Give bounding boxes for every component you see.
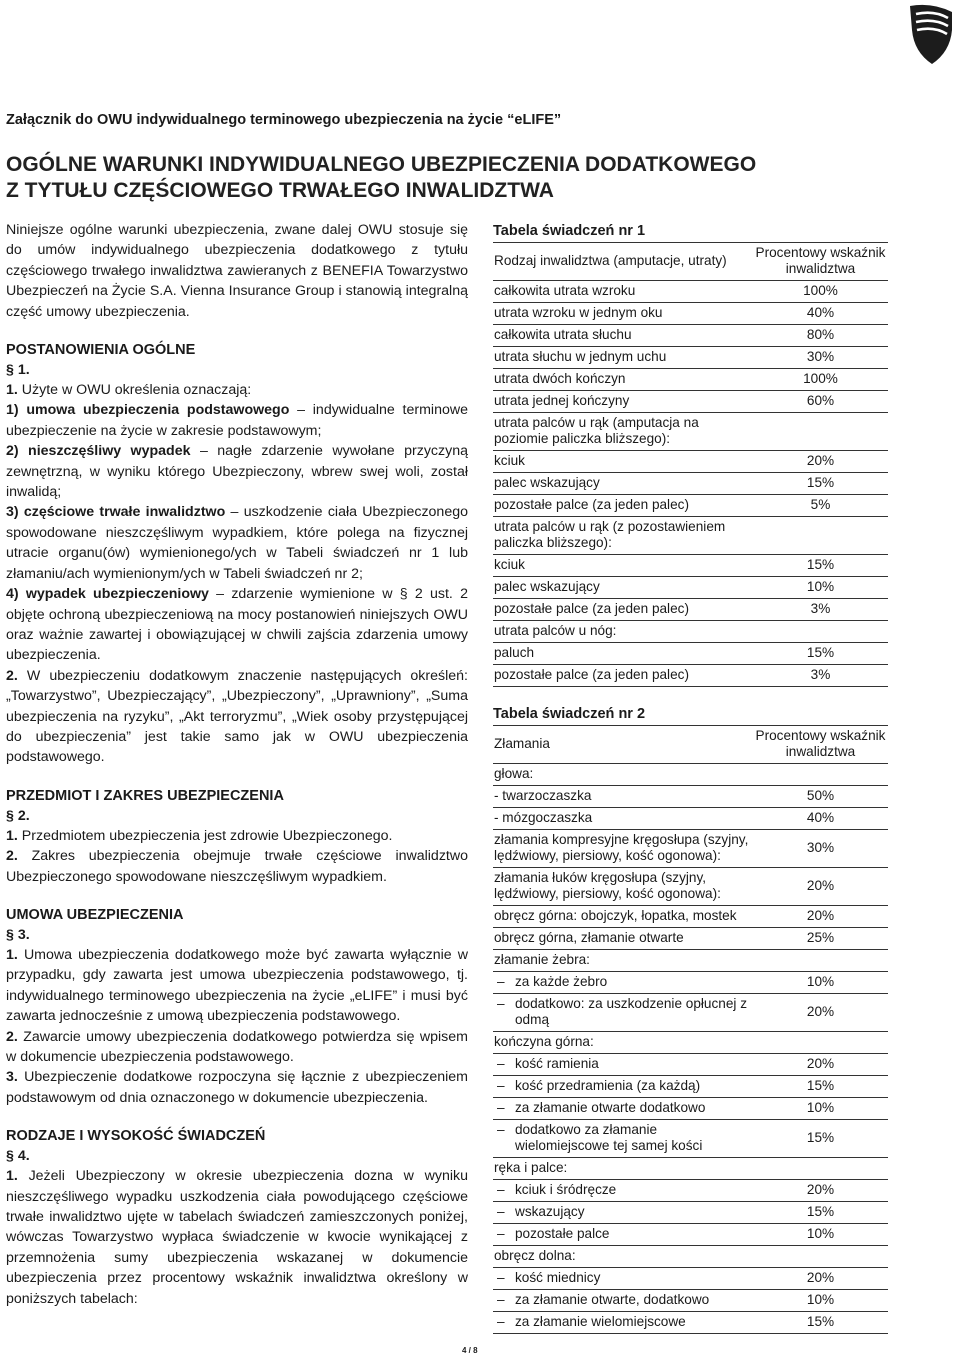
table-row — [493, 665, 888, 687]
table-row — [493, 325, 888, 347]
row-label: kciuk — [493, 555, 752, 577]
table-row — [493, 369, 888, 391]
clause: 2. Zakres ubezpieczenia obejmuje trwałe częściowe inwalidztwo Ubezpieczonego spowodowane nieszczęśliwym wypadkiem. — [6, 848, 468, 885]
table-row — [493, 643, 888, 665]
table-row — [493, 868, 888, 906]
table-row — [493, 517, 888, 555]
row-value: 20% — [752, 451, 888, 473]
table-row — [493, 347, 888, 369]
row-value: 10% — [752, 1290, 888, 1312]
row-value: 10% — [752, 577, 888, 599]
row-label: – kość ramienia — [493, 1054, 752, 1076]
row-value: 20% — [752, 994, 888, 1032]
table1-caption: Tabela świadczeń nr 1 — [493, 223, 646, 239]
row-value: 25% — [752, 928, 888, 950]
definition: 2) nieszczęśliwy wypadek – nagłe zdarzenie wywołane przyczyną zewnętrzną, w wyniku którego Ubezpieczony, wbrew swej woli, został inwalidą; — [6, 443, 468, 501]
row-label: – wskazujący — [493, 1202, 752, 1224]
table-row — [493, 303, 888, 325]
row-label: utrata słuchu w jednym uchu — [493, 347, 752, 369]
row-label: – dodatkowo za złamanie wielomiejscowe tej samej kości — [493, 1120, 752, 1158]
paragraph-number: § 3. — [6, 926, 30, 943]
table-row — [493, 599, 888, 621]
row-label: pozostałe palce (za jeden palec) — [493, 495, 752, 517]
row-label: złamania łuków kręgosłupa (szyjny, lędźwiowy, piersiowy, kość ogonowa): — [493, 868, 752, 906]
row-label: palec wskazujący — [493, 577, 752, 599]
table-row — [493, 1032, 888, 1054]
row-label: utrata palców u nóg: — [493, 621, 752, 643]
table-row — [493, 928, 888, 950]
table-row — [493, 1180, 888, 1202]
row-value: 20% — [752, 868, 888, 906]
paragraph-number: § 1. — [6, 362, 30, 379]
table-header-row — [493, 726, 888, 764]
row-value: 80% — [752, 325, 888, 347]
table-row — [493, 621, 888, 643]
clause: 1. Jeżeli Ubezpieczony w okresie ubezpieczenia dozna w wyniku nieszczęśliwego wypadku uszkodzenia ciała powodującego częściowe trwałe inwalidztwo ujęte w tabelach świadczeń zamieszczonych poniżej, wówczas Towarzystwo wypłaca świadczenie w kwocie wynikającej z przemnożenia sumy ubezpieczenia wskazanej w dokumencie ubezpieczenia przez procentowy wskaźnik inwalidztwa określony w poniższych tabelach: — [6, 1168, 468, 1307]
table-row — [493, 808, 888, 830]
title-line-2: Z TYTUŁU CZĘŚCIOWEGO TRWAŁEGO INWALIDZTWA — [6, 179, 554, 202]
row-label: paluch — [493, 643, 752, 665]
table-row — [493, 473, 888, 495]
row-label: obręcz dolna: — [493, 1246, 752, 1268]
table-row — [493, 1098, 888, 1120]
definition: 4) wypadek ubezpieczeniowy – zdarzenie wymienione w § 2 ust. 2 objęte ochroną ubezpieczeniową na mocy postanowień niniejszych OWU oraz ważnie zawartej i obowiązującej w chwili zajścia zdarzenia umowy ubezpieczenia. — [6, 586, 469, 664]
table-row — [493, 1290, 888, 1312]
table-row — [493, 994, 888, 1032]
row-label: kciuk — [493, 451, 752, 473]
row-label: ręka i palce: — [493, 1158, 752, 1180]
row-label: pozostałe palce (za jeden palec) — [493, 665, 752, 687]
table-row — [493, 1120, 888, 1158]
row-label: kończyna górna: — [493, 1032, 752, 1054]
definition: 1) umowa ubezpieczenia podstawowego – indywidualne terminowe ubezpieczenie na życie w zakresie podstawowym; — [6, 402, 468, 439]
row-label: - twarzoczaszka — [493, 786, 752, 808]
row-value — [752, 413, 888, 451]
row-label: obręcz górna, złamanie otwarte — [493, 928, 752, 950]
annex-title: Załącznik do OWU indywidualnego terminowego ubezpieczenia na życie “eLIFE” — [6, 112, 562, 128]
table-row — [493, 281, 888, 303]
table-row — [493, 1224, 888, 1246]
row-label: całkowita utrata wzroku — [493, 281, 752, 303]
table-row — [493, 764, 888, 786]
row-label: – kość miednicy — [493, 1268, 752, 1290]
table-row — [493, 1076, 888, 1098]
row-value: 30% — [752, 347, 888, 369]
header-cell-percent: Procentowy wskaźnik inwalidztwa — [752, 726, 888, 764]
row-value: 15% — [752, 555, 888, 577]
intro-paragraph: Niniejsze ogólne warunki ubezpieczenia, zwane dalej OWU stosuje się do umów indywidualnego ubezpieczenia dodatkowego z tytułu częściowego trwałego inwalidztwa zawieranych z BENEFIA Towarzystwo Ubezpieczeń na Życie S.A. Vienna Insurance Group i stanowią integralną część umowy ubezpieczenia. — [6, 222, 468, 320]
row-value: 20% — [752, 1268, 888, 1290]
left-column — [6, 220, 468, 1309]
section-heading: UMOWA UBEZPIECZENIA — [6, 906, 184, 923]
table-row — [493, 451, 888, 473]
table-row — [493, 577, 888, 599]
table-row — [493, 830, 888, 868]
table-row — [493, 1202, 888, 1224]
header-cell-percent: Procentowy wskaźnik inwalidztwa — [752, 243, 888, 281]
row-value: 15% — [752, 1120, 888, 1158]
benefits-table-2 — [493, 725, 888, 1334]
row-value — [752, 950, 888, 972]
right-column — [493, 220, 888, 1334]
row-value: 100% — [752, 369, 888, 391]
clause: 1. Użyte w OWU określenia oznaczają: — [6, 382, 252, 399]
benefits-table-1 — [493, 242, 888, 687]
wing-shield-logo-icon — [906, 0, 956, 66]
clause: 1. Przedmiotem ubezpieczenia jest zdrowie Ubezpieczonego. — [6, 827, 393, 844]
table-row — [493, 1312, 888, 1334]
table-row — [493, 906, 888, 928]
row-value: 15% — [752, 643, 888, 665]
row-value: 15% — [752, 1312, 888, 1334]
row-label: głowa: — [493, 764, 752, 786]
row-value: 30% — [752, 830, 888, 868]
row-value — [752, 1246, 888, 1268]
row-value: 50% — [752, 786, 888, 808]
row-value: 20% — [752, 1180, 888, 1202]
row-label: obręcz górna: obojczyk, łopatka, mostek — [493, 906, 752, 928]
row-label: złamanie żebra: — [493, 950, 752, 972]
row-value: 100% — [752, 281, 888, 303]
section-heading: POSTANOWIENIA OGÓLNE — [6, 342, 196, 359]
row-value: 20% — [752, 906, 888, 928]
row-label: – pozostałe palce — [493, 1224, 752, 1246]
definition: 3) częściowe trwałe inwalidztwo – uszkodzenie ciała Ubezpieczonego spowodowane nieszczęśliwym wypadkiem, które polega na fizycznej utracie organu(ów) wymienionego/ych w Tabeli świadczeń nr 1 lub złamaniu/ach wymienionym/ych w Tabeli świadczeń nr 2; — [6, 504, 468, 582]
row-value — [752, 517, 888, 555]
table-row — [493, 413, 888, 451]
table-row — [493, 1158, 888, 1180]
row-value: 3% — [752, 665, 888, 687]
table-row — [493, 786, 888, 808]
row-label: utrata dwóch kończyn — [493, 369, 752, 391]
row-value: 60% — [752, 391, 888, 413]
row-value: 20% — [752, 1054, 888, 1076]
row-value: 15% — [752, 1202, 888, 1224]
row-label: – kość przedramienia (za każdą) — [493, 1076, 752, 1098]
table2-caption: Tabela świadczeń nr 2 — [493, 706, 646, 722]
header-cell-type: Rodzaj inwalidztwa (amputacje, utraty) — [493, 243, 752, 281]
row-label: utrata jednej kończyny — [493, 391, 752, 413]
row-value: 40% — [752, 808, 888, 830]
table-row — [493, 555, 888, 577]
row-label: – za każde żebro — [493, 972, 752, 994]
row-label: - mózgoczaszka — [493, 808, 752, 830]
clause: 2. Zawarcie umowy ubezpieczenia dodatkowego potwierdza się wpisem w dokumencie ubezpieczenia podstawowego. — [6, 1028, 468, 1065]
row-label: utrata wzroku w jednym oku — [493, 303, 752, 325]
row-label: utrata palców u rąk (z pozostawieniem paliczka bliższego): — [493, 517, 752, 555]
table-row — [493, 1246, 888, 1268]
row-label: – za złamanie wielomiejscowe — [493, 1312, 752, 1334]
section-heading: RODZAJE I WYSOKOŚĆ ŚWIADCZEŃ — [6, 1128, 266, 1145]
row-label: palec wskazujący — [493, 473, 752, 495]
row-value: 40% — [752, 303, 888, 325]
table-row — [493, 950, 888, 972]
document-title — [6, 152, 756, 204]
row-label: całkowita utrata słuchu — [493, 325, 752, 347]
row-label: – dodatkowo: za uszkodzenie opłucnej z odmą — [493, 994, 752, 1032]
clause: 1. Umowa ubezpieczenia dodatkowego może być zawarta wyłącznie w przypadku, gdy zawarta jest umowa ubezpieczenia podstawowego, tj. indywidualnego terminowego ubezpieczenia na życie „eLIFE” i musi być zawarta jednocześnie z umową ubezpieczenia podstawowego. — [6, 946, 468, 1025]
section-heading: PRZEDMIOT I ZAKRES UBEZPIECZENIA — [6, 787, 284, 804]
paragraph-number: § 2. — [6, 807, 30, 824]
row-value: 5% — [752, 495, 888, 517]
clause: 3. Ubezpieczenie dodatkowe rozpoczyna się łącznie z ubezpieczeniem podstawowym od dnia oznaczonego w dokumencie ubezpieczenia. — [6, 1069, 468, 1106]
row-value — [752, 621, 888, 643]
row-label: pozostałe palce (za jeden palec) — [493, 599, 752, 621]
table-header-row — [493, 243, 888, 281]
row-label: – za złamanie otwarte, dodatkowo — [493, 1290, 752, 1312]
row-value — [752, 1032, 888, 1054]
table-row — [493, 1268, 888, 1290]
header-cell-type: Złamania — [493, 726, 752, 764]
title-line-1: OGÓLNE WARUNKI INDYWIDUALNEGO UBEZPIECZENIA DODATKOWEGO — [6, 153, 757, 176]
table-row — [493, 972, 888, 994]
clause: 2. W ubezpieczeniu dodatkowym znaczenie następujących określeń: „Towarzystwo”, Ubezpieczający”, „Ubezpieczony”, „Uprawniony”, „Suma ubezpieczenia na ryzyku”, „Akt terroryzmu”, „Wiek osoby przystępującej do ubezpieczenia” jest takie samo jak w OWU ubezpieczenia podstawowego. — [6, 667, 468, 766]
table-row — [493, 391, 888, 413]
row-value: 10% — [752, 972, 888, 994]
table-row — [493, 495, 888, 517]
row-label: – za złamanie otwarte dodatkowo — [493, 1098, 752, 1120]
row-value: 10% — [752, 1224, 888, 1246]
page-number: 4 / 8 — [462, 1346, 478, 1355]
row-label: utrata palców u rąk (amputacja na poziomie paliczka bliższego): — [493, 413, 752, 451]
row-label: złamania kompresyjne kręgosłupa (szyjny, lędźwiowy, piersiowy, kość ogonowa): — [493, 830, 752, 868]
row-value — [752, 1158, 888, 1180]
row-value: 10% — [752, 1098, 888, 1120]
row-value: 3% — [752, 599, 888, 621]
row-label: – kciuk i śródręcze — [493, 1180, 752, 1202]
row-value: 15% — [752, 473, 888, 495]
paragraph-number: § 4. — [6, 1148, 30, 1165]
row-value — [752, 764, 888, 786]
table-row — [493, 1054, 888, 1076]
row-value: 15% — [752, 1076, 888, 1098]
